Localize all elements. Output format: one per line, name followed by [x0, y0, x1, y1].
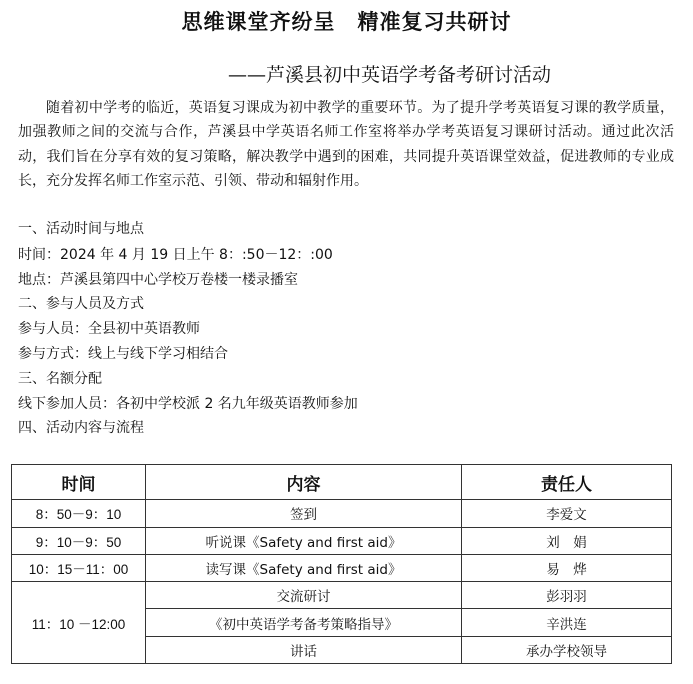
table-row	[12, 582, 672, 609]
section-heading-schedule: 四、活动内容与流程	[18, 420, 144, 436]
participants: 参与人员：全县初中英语教师	[18, 321, 200, 337]
row-content: 《初中英语学考备考策略指导》	[146, 609, 462, 636]
row-content: 签到	[146, 500, 462, 527]
row-time: 9：10－9：50	[12, 527, 146, 554]
participation-mode: 参与方式：线上与线下学习相结合	[18, 346, 228, 362]
section-heading-quota: 三、名额分配	[18, 371, 102, 387]
row-content: 交流研讨	[146, 582, 462, 609]
row-time: 8：50－9：10	[12, 500, 146, 527]
table-row	[12, 554, 672, 581]
row-person: 易 烨	[462, 554, 672, 581]
schedule-table	[11, 464, 672, 664]
row-content: 听说课《Safety and first aid》	[146, 527, 462, 554]
section-heading-time-place: 一、活动时间与地点	[18, 221, 144, 237]
header-time: 时间	[12, 465, 146, 500]
event-place: 地点：芦溪县第四中心学校万卷楼一楼录播室	[18, 272, 298, 288]
row-time: 10：15－11：00	[12, 554, 146, 581]
row-person: 辛洪连	[462, 609, 672, 636]
page-subtitle: ——芦溪县初中英语学考备考研讨活动	[228, 64, 552, 86]
section-heading-participants: 二、参与人员及方式	[18, 296, 144, 312]
quota: 线下参加人员：各初中学校派 2 名九年级英语教师参加	[18, 396, 358, 412]
row-person: 承办学校领导	[462, 636, 672, 663]
row-content: 读写课《Safety and first aid》	[146, 554, 462, 581]
header-content: 内容	[146, 465, 462, 500]
header-person: 责任人	[462, 465, 672, 500]
row-person: 彭羽羽	[462, 582, 672, 609]
table-row	[12, 500, 672, 527]
intro-paragraph: 随着初中学考的临近，英语复习课成为初中教学的重要环节。为了提升学考英语复习课的教学质量，加强教师之间的交流与合作，芦溪县中学英语名师工作室将举办学考英语复习课研讨活动。通过此次活动，我们旨在分享有效的复习策略，解决教学中遇到的困难，共同提升英语课堂效益，促进教师的专业成长，充分发挥名师工作室示范、引领、带动和辐射作用。	[18, 100, 674, 190]
event-time: 时间：2024 年 4 月 19 日上午 8：:50－12：:00	[18, 247, 333, 263]
row-time: 11：10 －12:00	[12, 582, 146, 664]
page-title: 思维课堂齐纷呈 精准复习共研讨	[181, 9, 512, 34]
row-content: 讲话	[146, 636, 462, 663]
row-person: 李爱文	[462, 500, 672, 527]
row-person: 刘 娟	[462, 527, 672, 554]
table-header-row	[12, 465, 672, 500]
table-row	[12, 527, 672, 554]
